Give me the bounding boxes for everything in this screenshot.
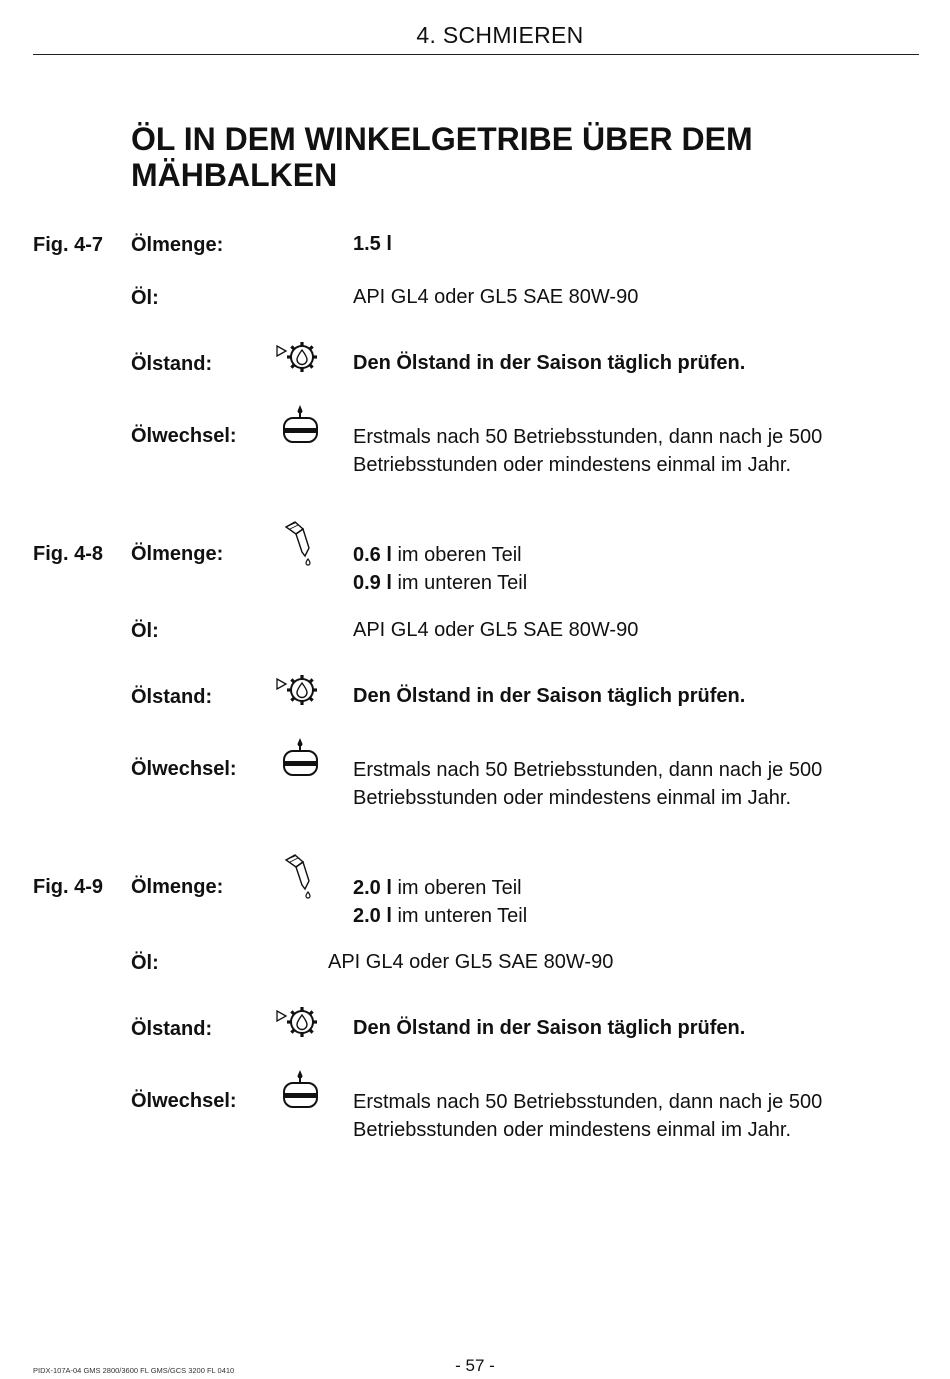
oil-can-icon xyxy=(283,520,319,568)
oil-level-gear-icon xyxy=(276,672,322,710)
oil-change-value xyxy=(353,756,916,812)
oil-change-drain-icon xyxy=(281,403,321,447)
page-title-line-2: MÄHBALKEN xyxy=(131,157,338,193)
oil-change-line-1: Erstmals nach 50 Betriebsstunden, dann nach je 500 xyxy=(353,759,823,781)
oil-level-value: Den Ölstand in der Saison täglich prüfen. xyxy=(353,352,746,374)
oil-can-icon xyxy=(283,853,319,901)
section-header: 4. SCHMIEREN xyxy=(416,22,584,48)
oil-type-label: Öl: xyxy=(131,287,159,309)
oil-quantity-line: 1.5 l xyxy=(353,233,392,255)
oil-quantity-label: Ölmenge: xyxy=(131,234,224,256)
oil-quantity-line: 2.0 l im unteren Teil xyxy=(353,905,528,927)
oil-change-value xyxy=(353,1088,916,1144)
oil-level-gear-icon xyxy=(276,339,322,377)
oil-level-value: Den Ölstand in der Saison täglich prüfen. xyxy=(353,685,746,707)
fig-label: Fig. 4-9 xyxy=(33,876,104,898)
oil-change-line-2: Betriebsstunden oder mindestens einmal im Jahr. xyxy=(353,1119,792,1141)
oil-quantity-label: Ölmenge: xyxy=(131,876,224,898)
oil-change-drain-icon xyxy=(281,1068,321,1112)
oil-type-label: Öl: xyxy=(131,952,159,974)
oil-quantity-value xyxy=(353,230,916,258)
oil-quantity-value xyxy=(353,541,916,597)
oil-change-label: Ölwechsel: xyxy=(131,758,237,780)
oil-change-label: Ölwechsel: xyxy=(131,1090,237,1112)
oil-quantity-line: 0.6 l im oberen Teil xyxy=(353,544,522,566)
oil-level-gear-icon xyxy=(276,1004,322,1042)
oil-change-line-1: Erstmals nach 50 Betriebsstunden, dann nach je 500 xyxy=(353,426,823,448)
oil-quantity-line: 2.0 l im oberen Teil xyxy=(353,877,522,899)
oil-type-label: Öl: xyxy=(131,620,159,642)
oil-level-label: Ölstand: xyxy=(131,686,213,708)
oil-level-value: Den Ölstand in der Saison täglich prüfen. xyxy=(353,1017,746,1039)
fig-label: Fig. 4-8 xyxy=(33,543,104,565)
page-title-line-1: ÖL IN DEM WINKELGETRIBE ÜBER DEM xyxy=(131,121,753,157)
oil-type-value: API GL4 oder GL5 SAE 80W-90 xyxy=(353,619,639,641)
oil-type-value: API GL4 oder GL5 SAE 80W-90 xyxy=(353,286,639,308)
fig-label: Fig. 4-7 xyxy=(33,234,104,256)
page-title xyxy=(131,121,891,193)
oil-quantity-label: Ölmenge: xyxy=(131,543,224,565)
page-number: - 57 - xyxy=(455,1356,495,1375)
oil-quantity-value xyxy=(353,874,916,930)
header-divider xyxy=(33,54,919,55)
oil-change-line-2: Betriebsstunden oder mindestens einmal im Jahr. xyxy=(353,454,792,476)
oil-change-value xyxy=(353,423,916,479)
oil-change-line-2: Betriebsstunden oder mindestens einmal im Jahr. xyxy=(353,787,792,809)
document-code: PIDX-107A-04 GMS 2800/3600 FL GMS/GCS 3200 FL 0410 xyxy=(33,1366,235,1375)
oil-type-value: API GL4 oder GL5 SAE 80W-90 xyxy=(328,951,614,973)
oil-level-label: Ölstand: xyxy=(131,353,213,375)
oil-change-drain-icon xyxy=(281,736,321,780)
oil-quantity-line: 0.9 l im unteren Teil xyxy=(353,572,528,594)
oil-change-label: Ölwechsel: xyxy=(131,425,237,447)
oil-level-label: Ölstand: xyxy=(131,1018,213,1040)
oil-change-line-1: Erstmals nach 50 Betriebsstunden, dann nach je 500 xyxy=(353,1091,823,1113)
